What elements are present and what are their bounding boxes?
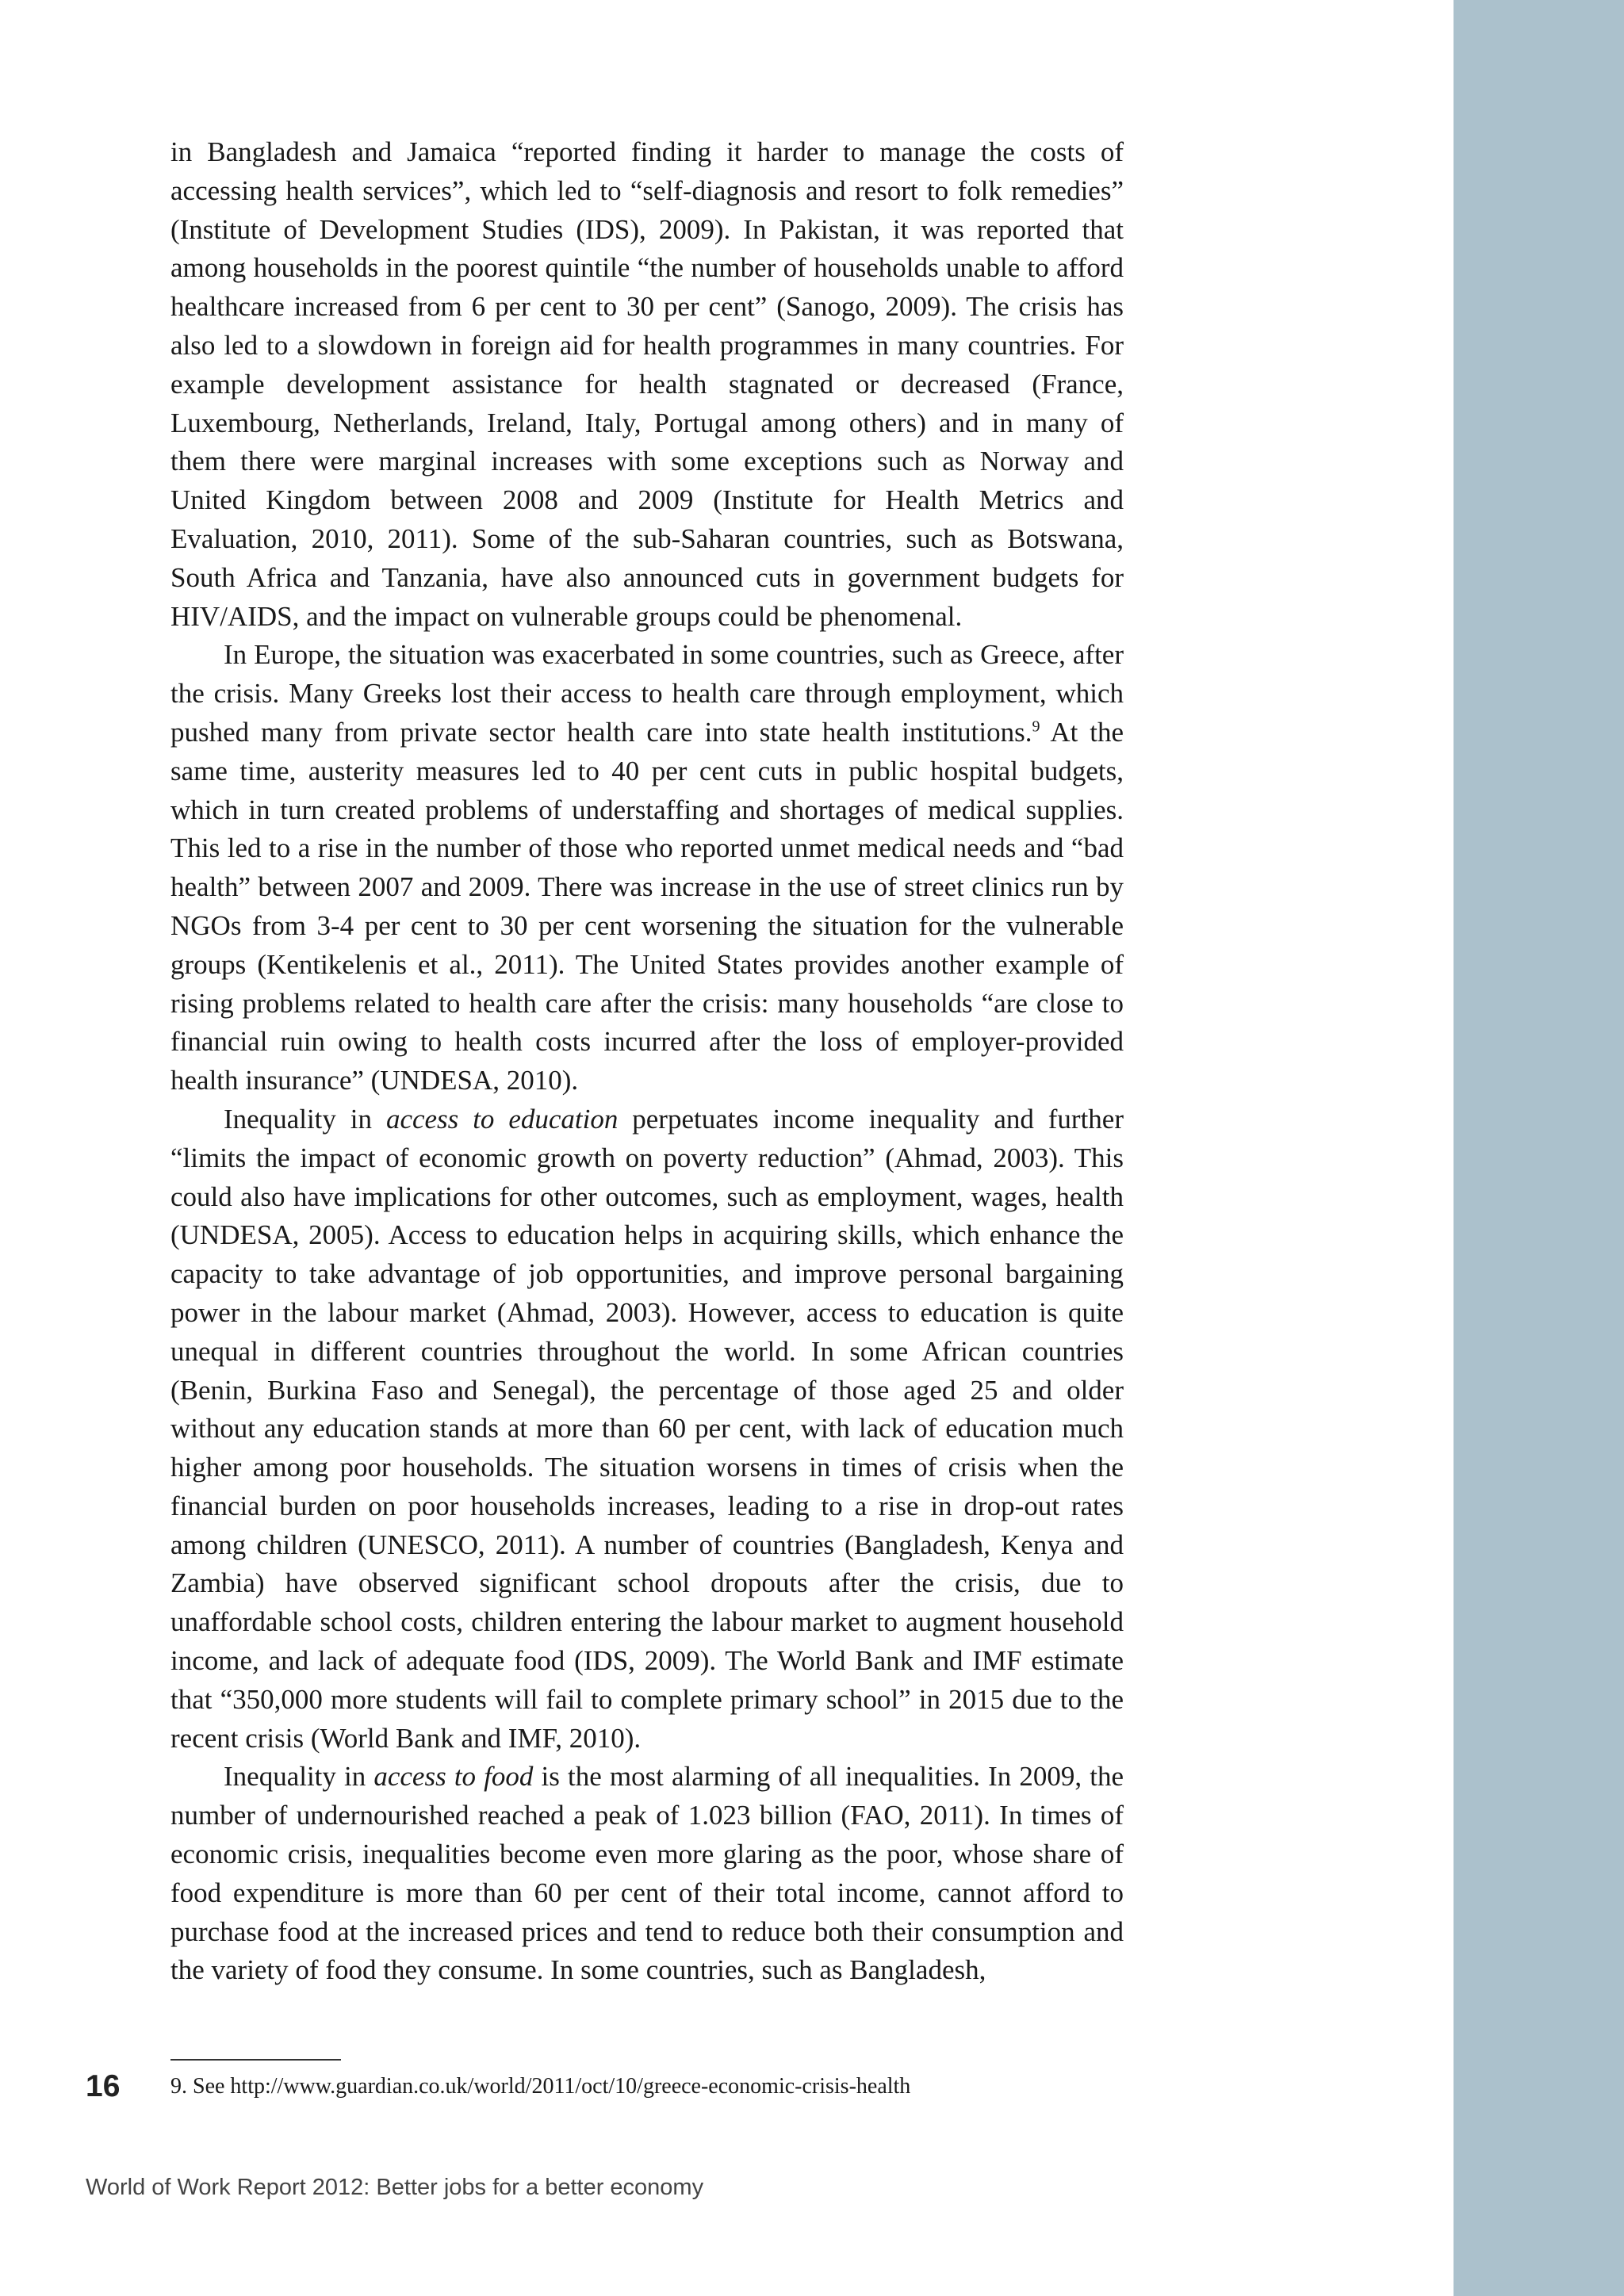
paragraph-health-costs: in Bangladesh and Jamaica “reported finding it harder to manage the costs of accessing health services”, which led to “self-diagnosis and resort to folk remedies” (Institute of Development Studies (IDS), 2009). In Pakistan, it was reported that among households in the poorest quintile “the number of households unable to afford healthcare increased from 6 per cent to 30 per cent” (Sanogo, 2009). The crisis has also led to a slowdown in foreign aid for health programmes in many countries. For example development assistance for health stagnated or decreased (France, Luxembourg, Netherlands, Ireland, Italy, Portugal among others) and in many of them there were marginal increases with some exceptions such as Norway and United Kingdom between 2008 and 2009 (Institute for Health Metrics and Evaluation, 2010, 2011). Some of the sub-Saharan countries, such as Botswana, South Africa and Tanzania, have also announced cuts in government budgets for HIV/AIDS, and the impact on vulnerable groups could be phenomenal.	[170, 136, 1124, 632]
footnote-divider	[170, 2059, 341, 2061]
paragraph-education-lead: Inequality in	[224, 1103, 386, 1135]
paragraph-education-body: perpetuates income inequality and further “limits the impact of economic growth on poverty reduction” (Ahmad, 2003). This could also have implications for other outcomes, such as employment, wages, health (UNDESA, 2005). Access to education helps in acquiring skills, which enhance the capacity to take advantage of job opportunities, and improve personal bargaining power in the labour market (Ahmad, 2003). However, access to education is quite unequal in different countries throughout the world. In some African countries (Benin, Burkina Faso and Senegal), the percentage of those aged 25 and older without any education stands at more than 60 per cent, with lack of education much higher among poor households. The situation worsens in times of crisis when the financial burden on poor households increases, leading to a rise in drop-out rates among children (UNESCO, 2011). A number of countries (Bangladesh, Kenya and Zambia) have observed significant school dropouts after the crisis, due to unaffordable school costs, children entering the labour market to augment household income, and lack of adequate food (IDS, 2009). The World Bank and IMF estimate that “350,000 more students will fail to complete primary school” in 2015 due to the recent crisis (World Bank and IMF, 2010).	[170, 1103, 1124, 1754]
side-color-band	[1454, 0, 1624, 2296]
paragraph-europe-part-a: In Europe, the situation was exacerbated in some countries, such as Greece, after the crisis. Many Greeks lost their access to health care through employment, which pushed many from private sector health care into state health institutions.	[170, 639, 1124, 748]
footnote-9: 9. See http://www.guardian.co.uk/world/2011/oct/10/greece-economic-crisis-health	[170, 2074, 911, 2099]
paragraph-food-body: is the most alarming of all inequalities. In 2009, the number of undernourished reached a peak of 1.023 billion (FAO, 2011). In times of economic crisis, inequalities become even more glaring as the poor, whose share of food expenditure is more than 60 per cent of their total income, cannot afford to purchase food at the increased prices and tend to reduce both their consumption and the variety of food they consume. In some countries, such as Bangladesh,	[170, 1761, 1124, 1986]
paragraph-europe-greece	[170, 636, 1124, 1100]
footnote-reference[interactable]: 9	[1032, 718, 1040, 736]
paragraph-access-to-food	[170, 1758, 1124, 1990]
emphasis-access-to-education: access to education	[385, 1103, 619, 1135]
paragraph-food-lead: Inequality in	[224, 1761, 374, 1793]
paragraph-europe-part-b: At the same time, austerity measures led to 40 per cent cuts in public hospital budgets, which in turn created problems of understaffing and shortages of medical supplies. This led to a rise in the number of those who reported unmet medical needs and “bad health” between 2007 and 2009. There was increase in the use of street clinics run by NGOs from 3-4 per cent to 30 per cent worsening the situation for the vulnerable groups (Kentikelenis et al., 2011). The United States provides another example of rising problems related to health care after the crisis: many households “are close to financial ruin owing to health costs incurred after the loss of employer-provided health insurance” (UNDESA, 2010).	[170, 716, 1124, 1096]
running-footer: World of Work Report 2012: Better jobs for a better economy	[86, 2175, 704, 2200]
paragraph-access-to-education	[170, 1100, 1124, 1758]
page-number: 16	[86, 2069, 121, 2103]
main-body-text	[170, 133, 1124, 1990]
emphasis-access-to-food: access to food	[373, 1761, 534, 1793]
